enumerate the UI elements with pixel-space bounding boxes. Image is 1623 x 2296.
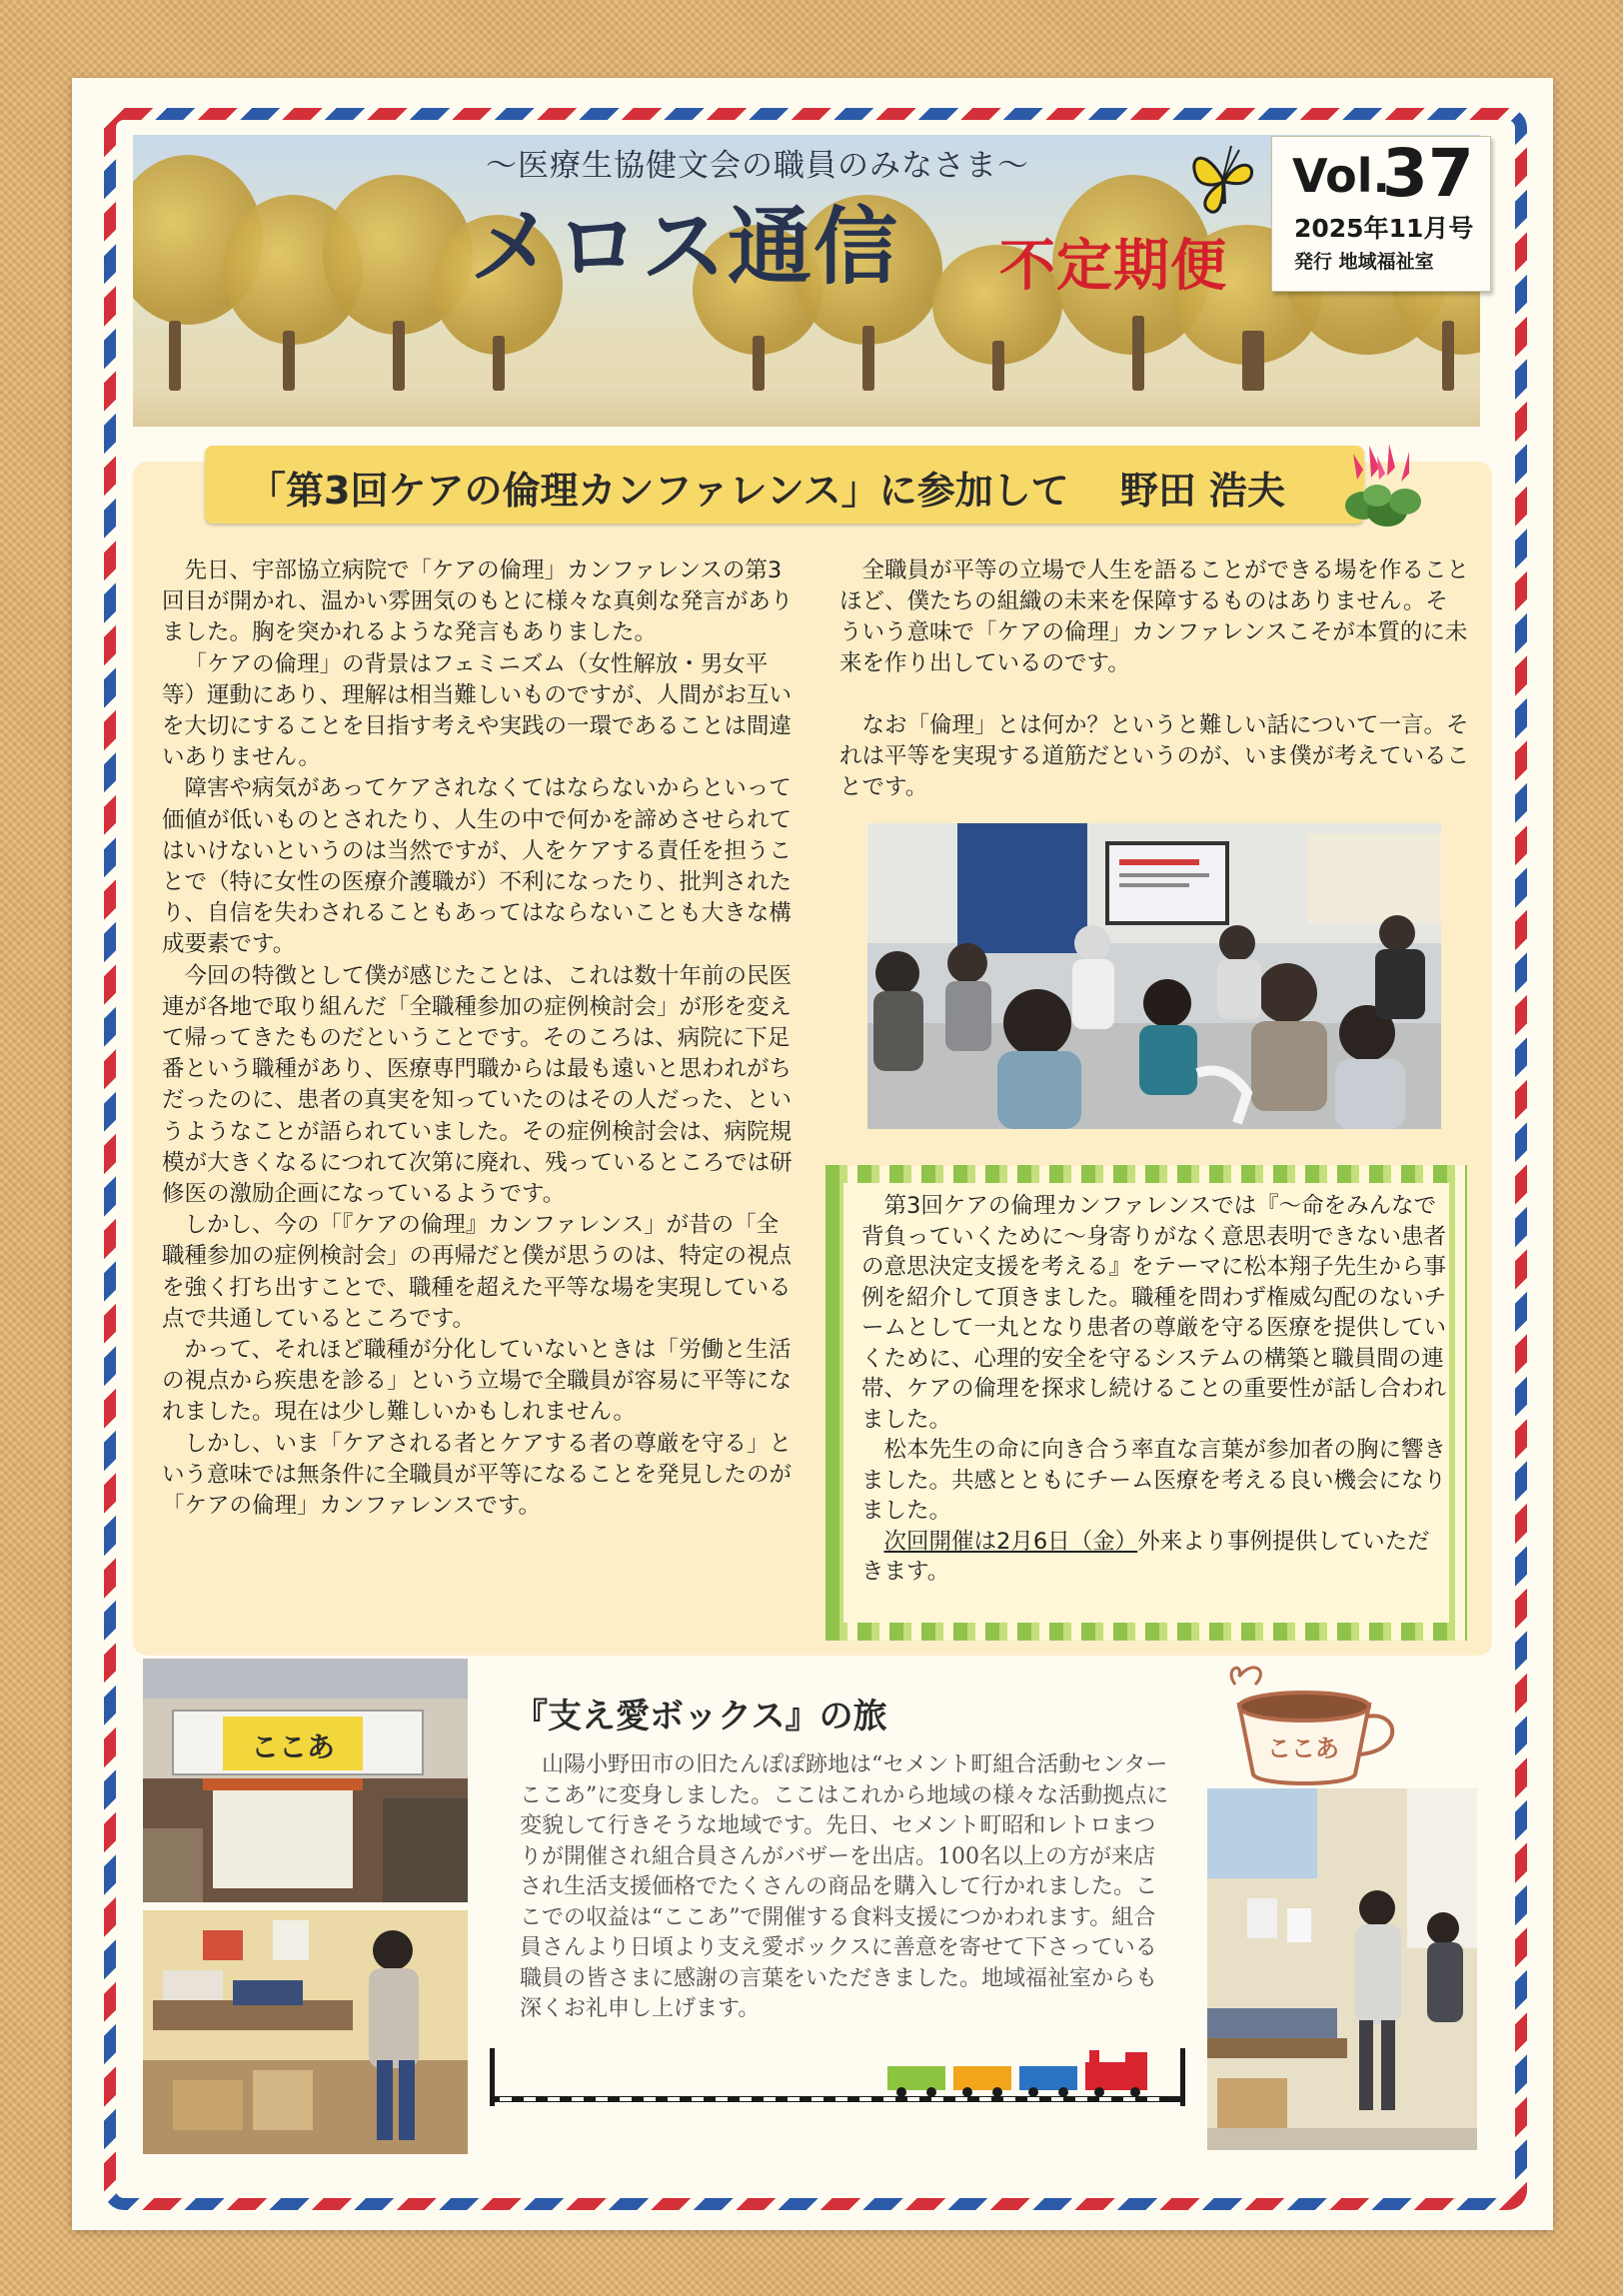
box-story-paragraph: 山陽小野田市の旧たんぽぽ跡地は“セメント町組合活動センター ここあ”に変身しました。ここはこれから地域の様々な活動拠点に変貌して行きそうな地域です。先日、セメント町昭和レトロまつりが開催され組合員さんがバザーを出店。100名以上の方が来店され生活支援価格でたくさんの商品を購入して行かれました。ここでの収益は“ここあ”で開催する食料支援につかわれます。組合員さんより日頃より支え愛ボックスに善意を寄せて下さっている職員の皆さまに感謝の言葉をいただきました。地域福祉室からも深くお礼申し上げます。: [520, 1752, 1169, 2021]
article-paragraph: 障害や病気があってケアされなくてはならないからといって価値が低いものとされたり、人生の中で何かを諦めさせられてはいけないというのは当然ですが、人をケアする責任を担うことで（特に女性の医療介護職が）不利になったり、批判されたり、自信を失わされることもあってはならないことも大きな構成要素です。: [162, 775, 793, 958]
storefront-photo: [143, 1659, 468, 1902]
article-paragraph: しかし、いま「ケアされる者とケアする者の尊厳を守る」という意味では無条件に全職員が平等になることを発見したのが「ケアの倫理」カンファレンスです。: [162, 1430, 793, 1520]
next-meeting-date: 次回開催は2月6日（金）: [883, 1528, 1138, 1555]
butterfly-icon: [1187, 140, 1259, 220]
bazaar-photo: [1207, 1788, 1477, 2150]
train-track-illustration: [490, 2048, 1185, 2110]
article-paragraph: 先日、宇部協立病院で「ケアの倫理」カンファレンスの第3回目が開かれ、温かい雰囲気のもとに様々な真剣な発言がありました。胸を突かれるような発言もありました。: [162, 558, 794, 646]
article-right-column: [839, 556, 1469, 803]
cocoa-cup-icon: [1199, 1655, 1419, 1794]
article-paragraph: かって、それほど職種が分化していないときは「労働と生活の視点から疾患を診る」という立場で全職員が容易に平等になれました。現在は少し難しいかもしれません。: [162, 1337, 793, 1426]
volume-label: Vol.: [1292, 149, 1390, 203]
volume-number: 37: [1382, 135, 1474, 212]
box-story-headline: 『支え愛ボックス』の旅: [514, 1697, 887, 1736]
article-paragraph: 全職員が平等の立場で人生を語ることができる場を作ることほど、僕たちの組織の未来を保障するものはありません。そういう意味で「ケアの倫理」カンファレンスこそが本質的に未来を作り出しているのです。: [839, 558, 1470, 676]
newsletter-title: メロス通信: [470, 198, 900, 296]
cup-label: ここあ: [1267, 1734, 1339, 1762]
issue-date: 2025年11月号: [1294, 214, 1474, 243]
next-meeting-info: [861, 1527, 1451, 1588]
volume-box: [1271, 136, 1491, 292]
notice-paragraph: 松本先生の命に向き合う率直な言葉が参加者の胸に響きました。共感とともにチーム医療を考える良い機会になりました。: [861, 1437, 1447, 1524]
article-paragraph: 今回の特徴として僕が感じたことは、これは数十年前の民医連が各地で取り組んだ「全職種参加の症例検討会」が形を変えて帰ってきたものだということです。そのころは、病院に下足番という職種があり、医療専門職からは最も遠いと思われがちだったのに、患者の真実を知っていたのはその人だった、というようなことが語られていました。その症例検討会は、病院規模が大きくなるにつれて次第に廃れ、残っているところでは研修医の激励企画になっているようです。: [162, 962, 793, 1208]
notice-paragraph: 第3回ケアの倫理カンファレンスでは『〜命をみんなで背負っていくために〜身寄りがなく意思表明できない患者の意思決定支援を考える』をテーマに松本翔子先生から事例を紹介して頂きました。職種を問わず権威勾配のないチームとして一丸となり患者の尊厳を守る医療を提供していくために、心理的安全を守るシステムの構築と職員間の連帯、ケアの倫理を探求し続けることの重要性が話し合われました。: [861, 1193, 1447, 1433]
article-left-column: [162, 556, 798, 1522]
article-paragraph: しかし、今の「『ケアの倫理』カンファレンス」が昔の「全職種参加の症例検討会」の再帰だと僕が思うのは、特定の視点を強く打ち出すことで、職種を超えた平等な場を実現している点で共通しているところです。: [162, 1212, 793, 1332]
storefront-sign-text: ここあ: [250, 1730, 336, 1763]
box-story-text: [520, 1750, 1169, 2025]
article-headline: 「第3回ケアの倫理カンファレンス」に参加して 野田 浩夫: [248, 469, 1286, 513]
next-meeting-detail: 外来より事例提供していただきます。: [861, 1528, 1430, 1585]
article-paragraph: なお「倫理」とは何か？というと難しい話について一言。それは平等を実現する道筋だというのが、いま僕が考えていることです。: [839, 712, 1470, 800]
cyclamen-flower-icon: [1343, 440, 1423, 532]
conference-photo: [867, 823, 1441, 1129]
conference-notice-text: [861, 1191, 1451, 1588]
bazaar-shop-photo: [143, 1910, 468, 2154]
header-subtitle: 〜医療生協健文会の職員のみなさま〜: [486, 148, 1029, 184]
article-paragraph: 「ケアの倫理」の背景はフェミニズム（女性解放・男女平等）運動にあり、理解は相当難しいものですが、人間がお互いを大切にすることを目指す考えや実践の一環であることは間違いありません。: [162, 650, 793, 771]
publisher: 発行 地域福祉室: [1294, 251, 1434, 273]
irregular-issue-label: 不定期便: [999, 233, 1227, 299]
